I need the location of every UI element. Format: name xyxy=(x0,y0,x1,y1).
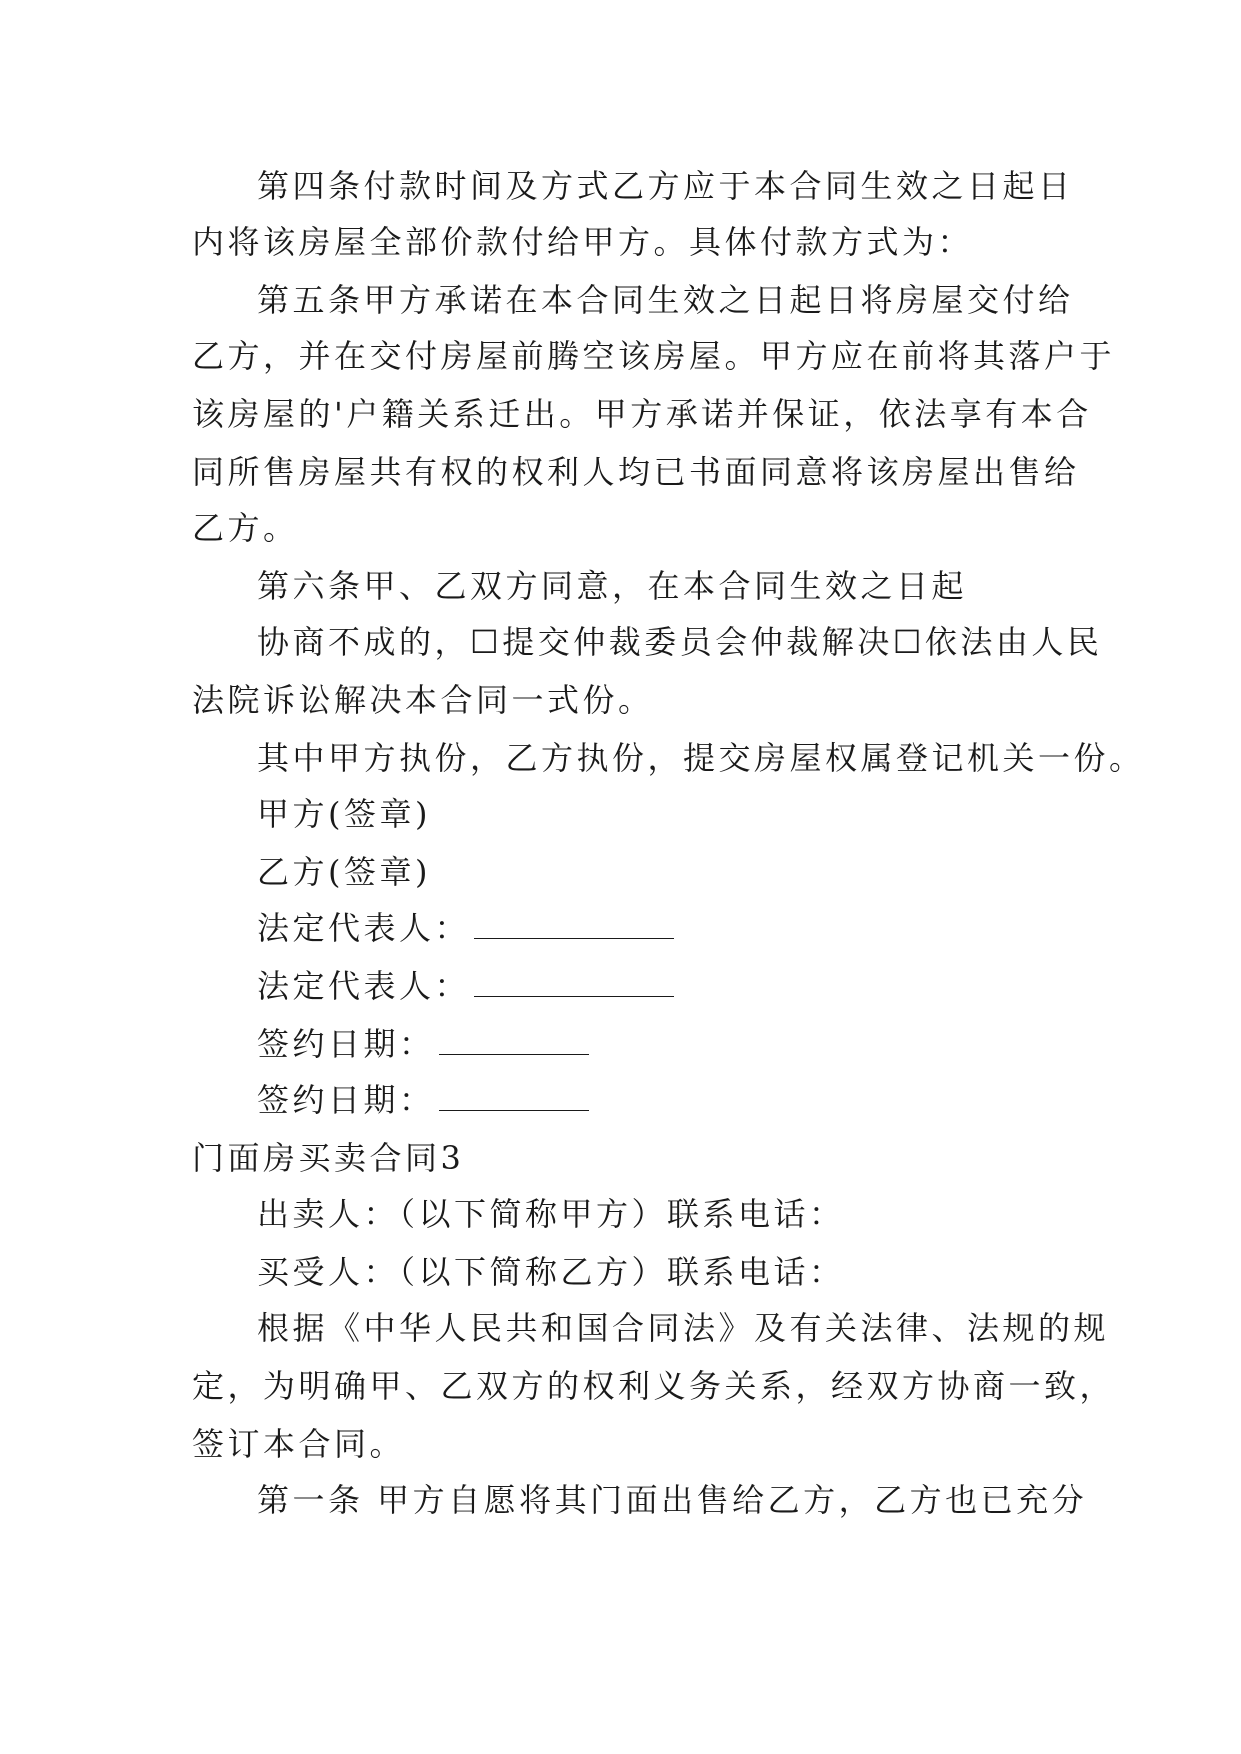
article4-line2: 内将该房屋全部价款付给甲方。具体付款方式为： xyxy=(192,223,974,261)
article6-line3: 法院诉讼解决本合同一式份。 xyxy=(192,681,654,719)
article5-line4: 同所售房屋共有权的权利人均已书面同意将该房屋出售给 xyxy=(192,453,1080,491)
article6-line1: 第六条甲、乙双方同意，在本合同生效之日起 xyxy=(257,567,968,605)
article1-line1: 第一条 甲方自愿将其门面出售给乙方，乙方也已充分 xyxy=(257,1481,1088,1519)
preamble-line2: 定，为明确甲、乙双方的权利义务关系，经双方协商一致， xyxy=(192,1367,1116,1405)
seller-line: 出卖人：（以下简称甲方）联系电话： xyxy=(257,1195,845,1233)
preamble-line3: 签订本合同。 xyxy=(192,1425,406,1463)
sign-date-label: 签约日期： xyxy=(257,1025,435,1063)
section-title: 门面房买卖合同3 xyxy=(192,1139,465,1177)
legal-rep-label: 法定代表人： xyxy=(257,909,471,947)
preamble-line1: 根据《中华人民共和国合同法》及有关法律、法规的规 xyxy=(257,1309,1110,1347)
copies-line: 其中甲方执份，乙方执份，提交房屋权属登记机关一份。 xyxy=(257,739,1145,777)
sign-date-field-2 xyxy=(257,1080,589,1120)
article5-line2: 乙方，并在交付房屋前腾空该房屋。甲方应在前将其落户于 xyxy=(192,337,1116,375)
sign-date-field-1 xyxy=(257,1024,589,1064)
legal-rep-label: 法定代表人： xyxy=(257,967,471,1005)
party-b-signature: 乙方(签章) xyxy=(257,853,431,891)
article5-line5: 乙方。 xyxy=(192,509,299,547)
article5-line3: 该房屋的'户籍关系迁出。甲方承诺并保证，依法享有本合 xyxy=(192,395,1092,433)
article5-line1: 第五条甲方承诺在本合同生效之日起日将房屋交付给 xyxy=(257,281,1074,319)
sign-date-blank xyxy=(439,1080,589,1111)
article6-line2: 协商不成的，☐提交仲裁委员会仲裁解决☐依法由人民 xyxy=(257,623,1103,661)
buyer-line: 买受人：（以下简称乙方）联系电话： xyxy=(257,1253,845,1291)
article4-line1: 第四条付款时间及方式乙方应于本合同生效之日起日 xyxy=(257,167,1074,205)
legal-rep-field-2 xyxy=(257,966,674,1006)
legal-rep-field-1 xyxy=(257,908,674,948)
legal-rep-blank xyxy=(474,966,674,997)
sign-date-blank xyxy=(439,1024,589,1055)
sign-date-label: 签约日期： xyxy=(257,1081,435,1119)
legal-rep-blank xyxy=(474,908,674,939)
party-a-signature: 甲方(签章) xyxy=(257,795,431,833)
